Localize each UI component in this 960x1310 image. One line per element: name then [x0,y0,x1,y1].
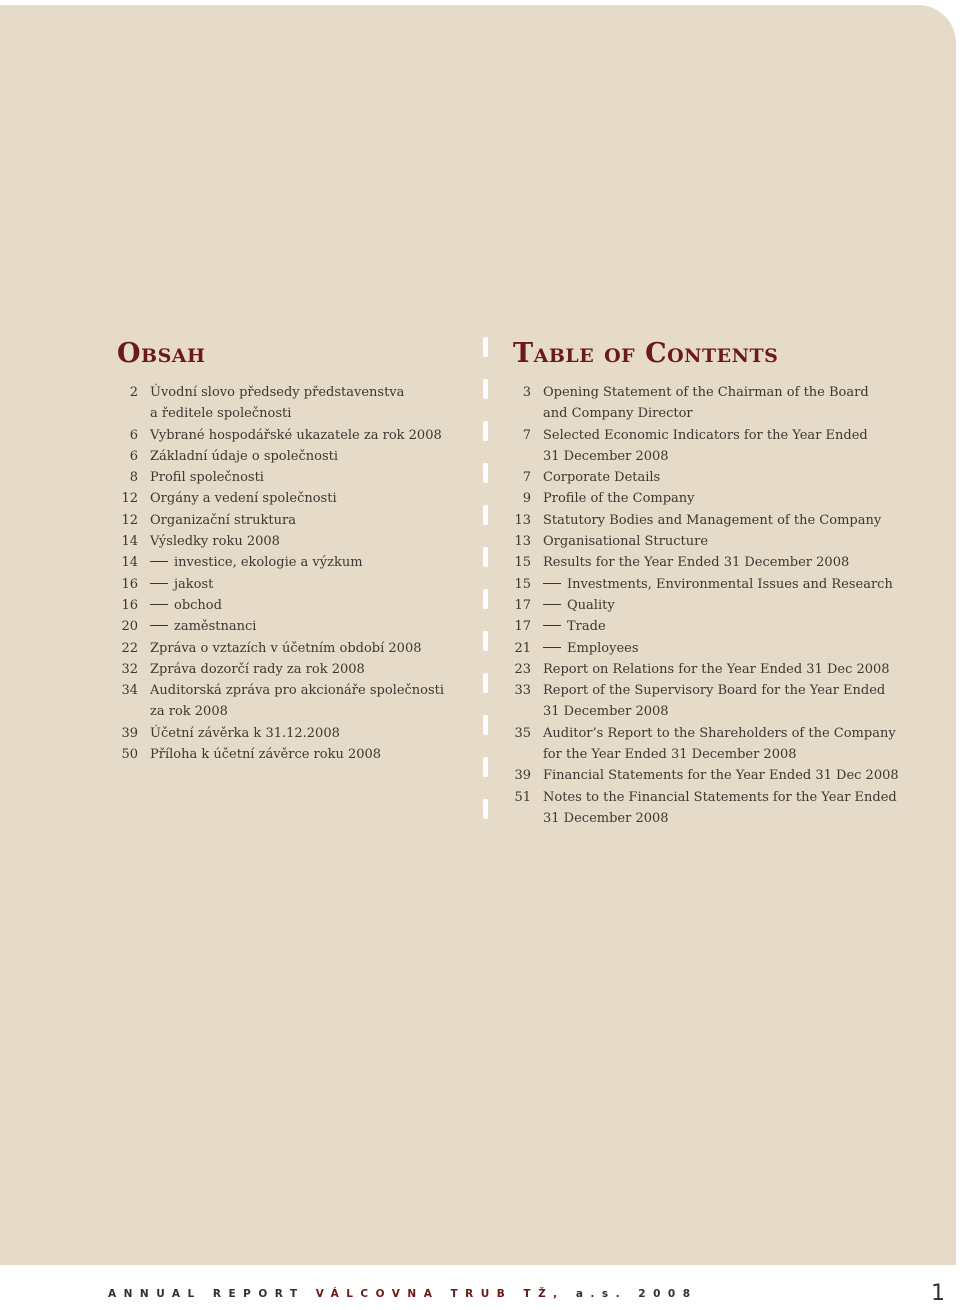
toc-entry-title: Organisational Structure [543,534,709,550]
toc-entry[interactable] [505,446,925,467]
divider-tick [483,715,488,735]
toc-entry-title: jakost [138,574,213,595]
toc-entry-title: Corporate Details [543,470,661,486]
toc-page-number: 39 [514,768,531,784]
toc-page-number: 13 [514,512,531,528]
toc-entry-title: Profile of the Company [543,491,695,507]
english-heading: Table of Contents [513,338,779,369]
english-toc-list [505,382,925,829]
toc-entry-title: 31 December 2008 [543,448,669,464]
toc-entry[interactable] [112,723,462,744]
toc-entry[interactable] [505,403,925,424]
toc-page-number: 14 [121,534,138,550]
toc-page-number: 12 [121,491,138,507]
footer-annual-report: ANNUAL REPORT [108,1288,305,1300]
divider-tick [483,757,488,777]
toc-page-number: 17 [514,597,531,613]
toc-entry[interactable] [112,574,462,595]
toc-entry[interactable] [505,787,925,808]
divider-tick [483,547,488,567]
divider-tick [483,799,488,819]
footer-company: VÁLCOVNA TRUB TŽ, [315,1288,565,1300]
divider-tick [483,421,488,441]
toc-entry-title: Quality [531,595,615,616]
column-divider [483,337,488,837]
toc-entry-title: Opening Statement of the Chairman of the Board [543,385,869,400]
toc-entry-title: for the Year Ended 31 December 2008 [543,747,797,763]
toc-page-number: 35 [514,725,531,741]
toc-entry[interactable] [112,552,462,573]
toc-page-number: 39 [121,725,138,741]
toc-entry[interactable] [505,808,925,829]
toc-entry[interactable] [112,701,462,722]
toc-entry[interactable] [505,595,925,616]
toc-entry[interactable] [112,659,462,680]
toc-page-number: 22 [121,640,138,656]
toc-entry-title: Orgány a vedení společnosti [150,491,337,507]
toc-entry-title: Employees [531,638,639,659]
toc-entry-title: Účetní závěrka k 31.12.2008 [150,725,340,741]
toc-entry-title: Financial Statements for the Year Ended 31 Dec 2008 [543,768,899,784]
toc-entry-title: Auditorská zpráva pro akcionáře společnosti [150,683,445,699]
toc-page-number: 23 [514,661,531,677]
toc-entry[interactable] [112,403,462,424]
divider-tick [483,337,488,357]
toc-entry[interactable] [505,723,925,744]
toc-page-number: 34 [121,683,138,699]
toc-entry[interactable] [112,531,462,552]
toc-entry[interactable] [505,765,925,786]
toc-entry-title: zaměstnanci [138,616,256,637]
toc-entry-title: Report on Relations for the Year Ended 31 Dec 2008 [543,661,890,677]
toc-entry[interactable] [505,425,925,446]
toc-entry-title: Výsledky roku 2008 [150,534,280,550]
footer-suffix: a.s. 2008 [575,1288,698,1300]
toc-page-number: 12 [121,512,138,528]
toc-entry-title: a ředitele společnosti [150,406,292,422]
toc-page-number: 6 [129,448,138,464]
toc-entry[interactable] [505,552,925,573]
toc-entry[interactable] [505,488,925,509]
divider-tick [483,631,488,651]
toc-page-number: 6 [129,427,138,443]
toc-entry[interactable] [505,531,925,552]
divider-tick [483,463,488,483]
toc-entry-title: Selected Economic Indicators for the Year Ended [543,427,868,443]
toc-entry[interactable] [505,680,925,701]
toc-page-number: 16 [121,597,138,613]
divider-tick [483,589,488,609]
toc-entry-title: Trade [531,616,606,637]
toc-entry-title: za rok 2008 [150,704,228,720]
toc-entry-title: Profil společnosti [150,470,264,486]
toc-entry-title: Organizační struktura [150,512,296,528]
toc-entry[interactable] [505,659,925,680]
toc-entry-title: investice, ekologie a výzkum [138,552,363,573]
toc-entry[interactable] [505,701,925,722]
toc-page-number: 20 [121,619,138,635]
czech-heading: Obsah [117,338,206,369]
toc-page-number: 7 [522,470,531,486]
toc-entry-title: Základní údaje o společnosti [150,448,339,464]
toc-entry[interactable] [112,446,462,467]
toc-entry-title: 31 December 2008 [543,704,669,720]
toc-page-number: 51 [514,789,531,805]
toc-entry-title: Příloha k účetní závěrce roku 2008 [150,747,382,763]
toc-entry[interactable] [112,744,462,765]
toc-entry[interactable] [112,467,462,488]
toc-page-number: 9 [522,491,531,507]
toc-entry-title: Auditor’s Report to the Shareholders of the Company [543,725,896,741]
toc-entry-title: Results for the Year Ended 31 December 2008 [543,555,850,571]
czech-toc-list [112,382,462,765]
toc-entry-title: Zpráva dozorčí rady za rok 2008 [150,661,365,677]
toc-entry-title: obchod [138,595,222,616]
toc-page-number: 32 [121,661,138,677]
toc-page-number: 13 [514,534,531,550]
toc-entry-title: 31 December 2008 [543,810,669,826]
toc-entry[interactable] [505,638,925,659]
page-number: 1 [931,1281,945,1306]
toc-entry[interactable] [112,638,462,659]
toc-entry-title: Statutory Bodies and Management of the Company [543,512,882,528]
toc-entry-title: Úvodní slovo předsedy představenstva [150,385,405,400]
toc-entry[interactable] [505,744,925,765]
toc-entry[interactable] [505,467,925,488]
toc-page-number: 2 [129,385,138,400]
toc-entry[interactable] [505,574,925,595]
toc-entry-title: Vybrané hospodářské ukazatele za rok 2008 [150,427,442,443]
toc-entry-title: Notes to the Financial Statements for the Year Ended [543,789,897,805]
toc-entry[interactable] [112,680,462,701]
toc-page-number: 8 [129,470,138,486]
toc-page-number: 33 [514,683,531,699]
toc-entry[interactable] [505,382,925,403]
toc-entry-title: and Company Director [543,406,693,422]
toc-page-number: 50 [121,747,138,763]
toc-entry-title: Report of the Supervisory Board for the Year Ended [543,683,886,699]
toc-page-number: 15 [514,555,531,571]
toc-page-number: 7 [522,427,531,443]
toc-entry[interactable] [112,616,462,637]
toc-entry[interactable] [112,510,462,531]
toc-entry[interactable] [505,616,925,637]
toc-entry[interactable] [112,595,462,616]
divider-tick [483,379,488,399]
divider-tick [483,673,488,693]
toc-entry[interactable] [112,382,462,403]
toc-entry[interactable] [112,488,462,509]
toc-entry-title: Investments, Environmental Issues and Research [531,574,893,595]
toc-page-number: 15 [514,576,531,592]
divider-tick [483,505,488,525]
toc-page-number: 16 [121,576,138,592]
toc-entry-title: Zpráva o vztazích v účetním období 2008 [150,640,422,656]
toc-page-number: 3 [522,385,531,400]
toc-page-number: 17 [514,619,531,635]
toc-page-number: 21 [514,640,531,656]
footer-line [108,1288,698,1300]
toc-entry[interactable] [505,510,925,531]
toc-page-number: 14 [121,555,138,571]
toc-entry[interactable] [112,425,462,446]
